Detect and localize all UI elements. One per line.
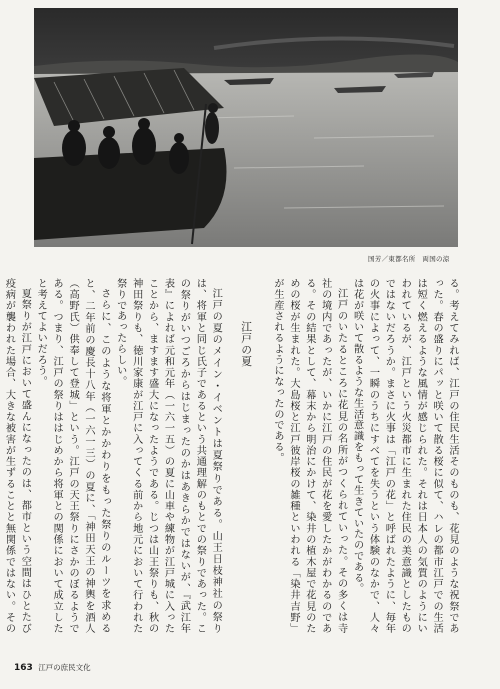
paragraph: る。考えてみれば、江戸の住民生活そのものも、花見のような祝祭であった。春の盛りにパッと咲いて散る桜に似て、ハレの都市江戸での生活は短く燃えるような風情が感じられた。それは日本人の気質のようにいわれているが、江戸という火災都市に生まれた住民の美意識としたものではないだろうか。まさに火事は「江戸の花」と呼ばれたように、毎年の火事によって、一瞬のうちにすべてを失うという体験のなかで、人々は花が咲いて散るような生活意識をもって生きていたのである。: [351, 278, 458, 634]
paragraph: 夏祭りが江戸において盛んになったのは、都市という空間はひとたび疫病が襲われた場合、大きな被害が生ずることと無関係ではない。その: [3, 278, 31, 634]
book-title: 江戸の庶民文化: [38, 663, 91, 672]
section-heading: 江戸の夏: [240, 321, 254, 368]
paragraph: 江戸の夏のメイン・イベントは夏祭りである。山王日枝神社の祭りは、将軍と同じ氏子であるという共通理解のもとでの祭りであった。この祭りがいつごろからはじまったのかはあきらかではないが、『武江年表』によれば元和元年（一六一五）の夏に山車や練物が江戸城に入ったことから、ますます盛大になったようである。じつは山王祭りも、秋の神田祭りも、徳川家康が江戸に入ってくる前から地元において行われた祭りであったらしい。: [114, 278, 222, 634]
ukiyoe-illustration: [34, 8, 458, 247]
body-text: [3, 278, 460, 634]
figure-caption: 国芳／東都名所 両国の涼: [368, 255, 450, 263]
paragraph: さらに、このような将軍とかかわりをもった祭りのルーツを求めると、二年前の慶長十八年（一六一三）の夏に、「神田天王の神輿を酒人（高野氏）供奉して登城」という。江戸の天王祭りにさかのぼるようである。つまり、江戸の祭りははじめから将軍との関係において成立したと考えてよいだろう。: [35, 278, 110, 634]
page-footer: [14, 662, 91, 673]
illustration-image: [34, 8, 458, 247]
page-number: 163: [14, 663, 33, 673]
paragraph: 江戸のいたるところに花見の名所がつくられていった。その多くは寺社の境内であったが、いかに江戸の住民が花を愛したかがわかるのである。その結果として、幕末から明治にかけて、染井の植木屋で花見のための桜が生まれた。大島桜と江戸彼岸桜の雑種といわれる「染井吉野」が生産されるようになったのである。: [272, 278, 347, 634]
